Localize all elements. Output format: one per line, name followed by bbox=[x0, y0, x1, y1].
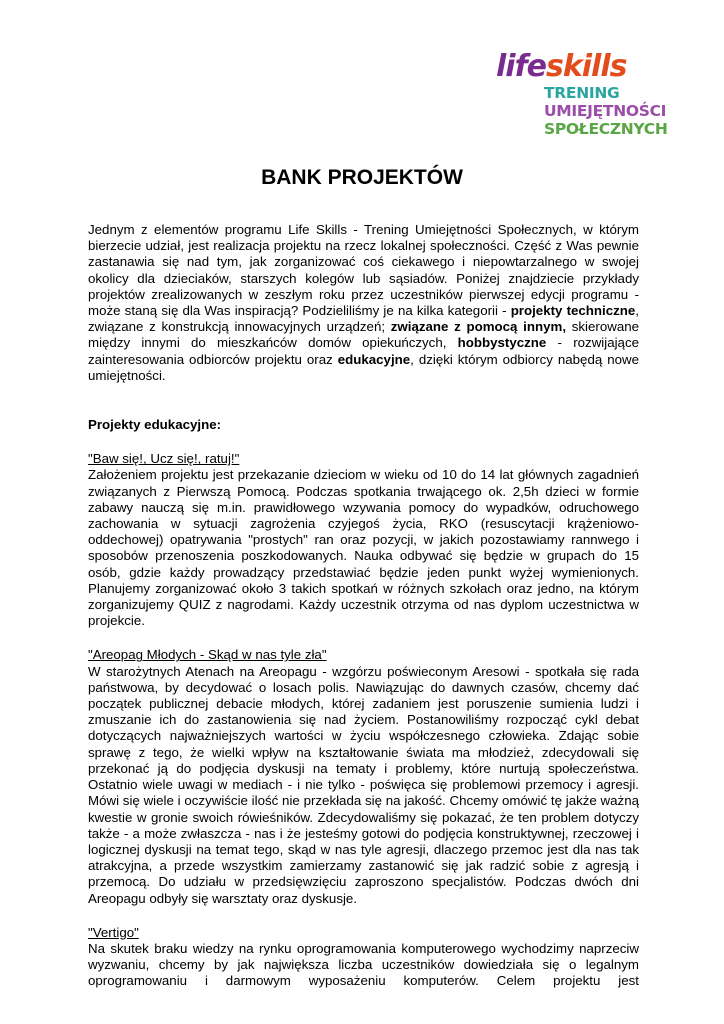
intro-paragraph bbox=[88, 222, 639, 384]
project-body: Na skutek braku wiedzy na rynku oprogramowania komputerowego wychodzimy naprzeciw wyzwaniu, chcemy by jak największa liczba uczestników dowiedziała się o legalnym oprogramowaniu i darmowym wyposażeniu komputerów. Celem projektu jest bbox=[88, 940, 639, 989]
lifeskills-logo bbox=[496, 49, 668, 138]
project-body: W starożytnych Atenach na Areopagu - wzgórzu poświeconym Aresowi - spotkała się rada państwowa, by decydować o losach polis. Nawiązując do dawnych czasów, chcemy dać początek publicznej debacie młodych, której zadaniem jest poruszenie sumienia ludzi i zmuszanie ich do zastanowienia się nad życiem. Postanowiliśmy rozpocząć cykl debat dotyczących najważniejszych wartości w życiu współczesnego człowieka. Zdając sobie sprawę z tego, że wielki wpływ na kształtowanie świata ma młodzież, zdecydowali się przekonać ją do podjęcia dyskusji na tematy i problemy, które nurtują społeczeństwa. Ostatnio wiele uwagi w mediach - i nie tylko - poświęca się problemowi przemocy i agresji. Mówi się wiele i oczywiście ilość nie przekłada się na jakość. Chcemy omówić tę jakże ważną kwestie w gronie swoich rówieśników. Zdecydowaliśmy się pokazać, że ten problem dotyczy także - a może zwłaszcza - nas i że jesteśmy gotowi do podjęcia konstruktywnej, rzeczowej i logicznej dyskusji na temat tego, skąd w nas tyle agresji, dlaczego przemoc jest dla nas tak atrakcyjna, a przede wszystkim zamierzamy zastanowić się jak radzić sobie z agresją i przemocą. Do udziału w przedsięwzięciu zaproszono specjalistów. Podczas dwóch dni Areopagu odbyły się warsztaty oraz dyskusje. bbox=[88, 663, 639, 906]
intro-text-3: skierowane między innymi do mieszkańców domów opiekuńczych, bbox=[88, 319, 639, 351]
section-heading: Projekty edukacyjne: bbox=[88, 417, 222, 433]
project-title: "Areopag Młodych - Skąd w nas tyle zła" bbox=[88, 647, 327, 663]
intro-text-2: , związane z konstrukcją innowacyjnych urządzeń; bbox=[88, 303, 639, 335]
project-title: "Vertigo" bbox=[88, 924, 139, 940]
intro-bold-hobby: hobbystyczne bbox=[457, 335, 547, 351]
intro-bold-technical: projekty techniczne bbox=[510, 303, 636, 319]
intro-text-5: , dzięki którym odbiorcy nabędą nowe umiejętności. bbox=[88, 351, 639, 383]
logo-skills: skills bbox=[545, 49, 627, 84]
logo-umiejetnosci: UMIEJĘTNOŚCI bbox=[544, 102, 667, 120]
logo-life: life bbox=[496, 49, 546, 84]
intro-bold-help: związane z pomocą innym, bbox=[390, 319, 567, 335]
logo-trening: TRENING bbox=[544, 84, 620, 102]
logo-wordmark bbox=[496, 49, 656, 84]
project-title: "Baw się!, Ucz się!, ratuj!" bbox=[88, 451, 240, 467]
document-body bbox=[88, 222, 639, 990]
intro-text-4: - rozwijające zainteresowania odbiorców projektu oraz bbox=[88, 335, 639, 367]
page-title: BANK PROJEKTÓW bbox=[261, 166, 463, 189]
project-body: Założeniem projektu jest przekazanie dzieciom w wieku od 10 do 14 lat głównych zagadnień związanych z Pierwszą Pomocą. Podczas spotkania trwającego ok. 2,5h dzieci w formie zabawy nauczą się m.in. prawidłowego wzywania pomocy do wypadków, odruchowego zachowania w sytuacji zagrożenia czyjegoś życia, RKO (resuscytacji krążeniowo-oddechowej) opatrywania "prostych" ran oraz pozycji, w jakich pozostawiamy rannwego i sposobów przenoszenia poszkodowanych. Nauka odbywać się będzie w grupach do 15 osób, gdzie każdy prowadzący przedstawiać będzie jeden punkt wyżej wymienionych. Planujemy zorganizować około 3 takich spotkań w różnych szkołach oraz jedno, na którym zorganizujemy QUIZ z nagrodami. Każdy uczestnik otrzyma od nas dyplom uczestnictwa w projekcie. bbox=[88, 467, 639, 629]
logo-spolecznych: SPOŁECZNYCH bbox=[544, 120, 668, 138]
intro-text-1: Jednym z elementów programu Life Skills - Trening Umiejętności Społecznych, w którym bierzecie udział, jest realizacja projektu na rzecz lokalnej społeczności. Część z Was pewnie zastanawia się nad tym, jak zorganizować coś ciekawego i niepowtarzalnego w swojej okolicy dla dzieciaków, starszych kolegów lub sąsiadów. Poniżej znajdziecie przykłady projektów zrealizowanych w zeszłym roku przez uczestników pierwszej edycji programu - może staną się dla Was inspiracją? Podzieliliśmy je na kilka kategorii - bbox=[88, 222, 639, 319]
intro-bold-educational: edukacyjne bbox=[337, 351, 411, 367]
